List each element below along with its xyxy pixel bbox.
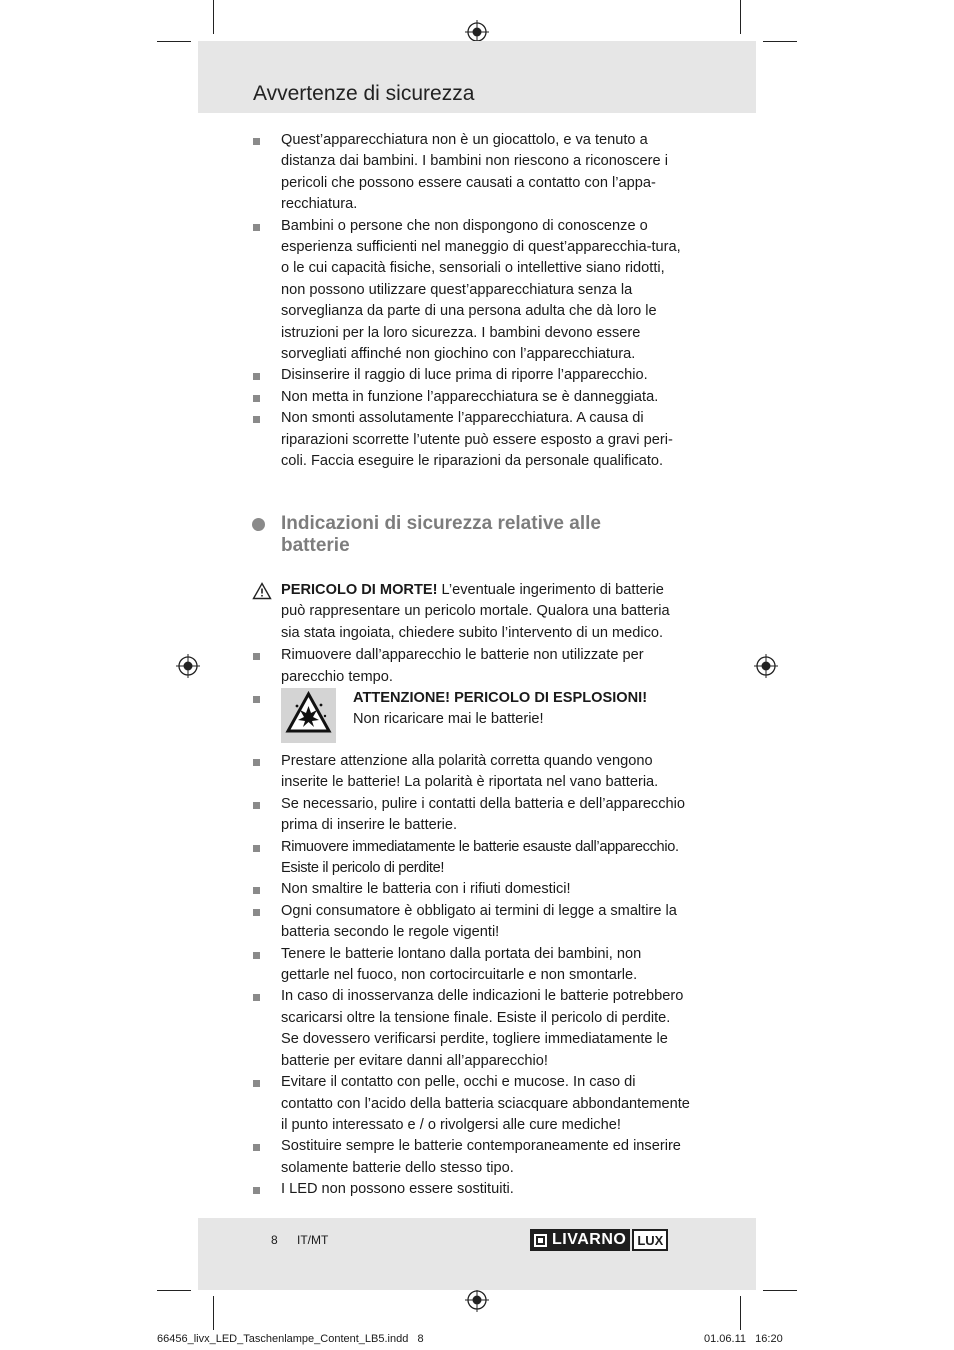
danger-text: L’eventuale ingerimento di batterie può rappresentare un pericolo mortale. Qualora una batteria sia stata ingoiata, chiedere subito l’intervento di un medico. (281, 582, 670, 641)
list-item: Non smonti assolutamente l’apparecchiatura. A causa di riparazioni scorrette l’utente può essere esposto a gravi peri-coli. Faccia eseguire le riparazioni da personale qualificato. (250, 408, 690, 472)
explosion-label: ATTENZIONE! PERICOLO DI ESPLOSIONI! (353, 690, 648, 707)
list-item: I LED non possono essere sostituiti. (250, 1179, 690, 1200)
square-bullet-icon (253, 845, 260, 852)
crop-mark (763, 1290, 797, 1291)
print-file-info: 66456_livx_LED_Taschenlampe_Content_LB5.indd 8 (157, 1333, 424, 1345)
crop-mark (157, 41, 191, 42)
square-bullet-icon (253, 138, 260, 145)
square-bullet-icon (253, 1144, 260, 1151)
square-bullet-icon (253, 952, 260, 959)
crop-mark (740, 1296, 741, 1330)
list-item: Tenere le batterie lontano dalla portata dei bambini, non gettarle nel fuoco, non cortocircuitarle e non smontarle. (250, 944, 690, 987)
list-item: Non smaltire le batteria con i rifiuti domestici! (250, 879, 690, 900)
section-title: Indicazioni di sicurezza relative alle batterie (281, 513, 601, 556)
square-bullet-icon (253, 224, 260, 231)
list-item: Quest’apparecchiatura non è un giocattolo, e va tenuto a distanza dai bambini. I bambini non riescono a riconoscere i pericoli che possono essere causati a contatto con l’appa-recchiatura. (250, 130, 690, 216)
safety-list (250, 130, 690, 473)
battery-warning-list (250, 580, 690, 752)
crop-mark (213, 1296, 214, 1330)
square-bullet-icon (253, 802, 260, 809)
crop-mark (157, 1290, 191, 1291)
list-item: In caso di inosservanza delle indicazioni le batterie potrebbero scaricarsi oltre la tensione finale. Esiste il pericolo di perdite. Se dovessero verificarsi perdite, togliere immediatamente le batterie per evitare danni all’apparecchio! (250, 986, 690, 1072)
explosion-item (250, 688, 690, 752)
square-bullet-icon (253, 416, 260, 423)
logo-lux: LUX (632, 1229, 668, 1251)
logo-square-icon (534, 1234, 547, 1247)
square-bullet-icon (253, 994, 260, 1001)
list-item: Rimuovere dall’apparecchio le batterie non utilizzate per parecchio tempo. (250, 645, 690, 688)
crop-mark (740, 0, 741, 34)
registration-mark-icon (176, 654, 200, 678)
crop-mark (213, 0, 214, 34)
circle-bullet-icon (252, 518, 265, 531)
explosion-hazard-icon (281, 688, 336, 743)
battery-list (250, 751, 690, 1201)
list-item: Se necessario, pulire i contatti della batteria e dell’apparecchio prima di inserire le batterie. (250, 794, 690, 837)
list-item: Bambini o persone che non dispongono di conoscenze o esperienza sufficienti nel maneggio di quest’apparecchia-tura, o le cui capacità fisiche, sensoriali o intellettive siano ridotti, non possono utilizzare quest’apparecchiatura senza la sorveglianza da parte di una persona adulta che dà loro le istruzioni per la loro sicurezza. I bambini devono essere sorvegliati affinché non giochino con l’apparecchiatura. (250, 216, 690, 366)
list-item: Ogni consumatore è obbligato ai termini di legge a smaltire la batteria secondo le regole vigenti! (250, 901, 690, 944)
square-bullet-icon (253, 373, 260, 380)
list-item: Evitare il contatto con pelle, occhi e mucose. In caso di contatto con l’acido della batteria sciacquare abbondantemente il punto interessato e / o rivolgersi alle cure mediche! (250, 1072, 690, 1136)
footer-band (198, 1218, 756, 1290)
list-item: Sostituire sempre le batterie contemporaneamente ed inserire solamente batterie dello stesso tipo. (250, 1136, 690, 1179)
list-item: Non metta in funzione l’apparecchiatura se è danneggiata. (250, 387, 690, 408)
brand-logo (530, 1229, 668, 1251)
square-bullet-icon (253, 696, 260, 703)
square-bullet-icon (253, 759, 260, 766)
square-bullet-icon (253, 395, 260, 402)
square-bullet-icon (253, 887, 260, 894)
page-title: Avvertenze di sicurezza (253, 82, 475, 105)
explosion-text: Non ricaricare mai le batterie! (353, 711, 544, 728)
registration-mark-icon (465, 1288, 489, 1312)
list-item: Rimuovere immediatamente le batterie esauste dall’apparecchio. Esiste il pericolo di perdite! (250, 837, 690, 880)
logo-text: LIVARNO (552, 1231, 627, 1248)
print-date: 01.06.11 16:20 (704, 1333, 783, 1345)
danger-label: PERICOLO DI MORTE! (281, 582, 438, 598)
list-item: Prestare attenzione alla polarità corretta quando vengono inserite le batterie! La polarità è riportata nel vano batteria. (250, 751, 690, 794)
square-bullet-icon (253, 909, 260, 916)
list-item: Disinserire il raggio di luce prima di riporre l’apparecchio. (250, 365, 690, 386)
square-bullet-icon (253, 1080, 260, 1087)
page-number: 8 (271, 1233, 278, 1247)
warning-triangle-icon (252, 582, 272, 600)
registration-mark-icon (754, 654, 778, 678)
crop-mark (763, 41, 797, 42)
square-bullet-icon (253, 653, 260, 660)
square-bullet-icon (253, 1187, 260, 1194)
danger-item (250, 580, 690, 644)
language-code: IT/MT (297, 1233, 329, 1247)
